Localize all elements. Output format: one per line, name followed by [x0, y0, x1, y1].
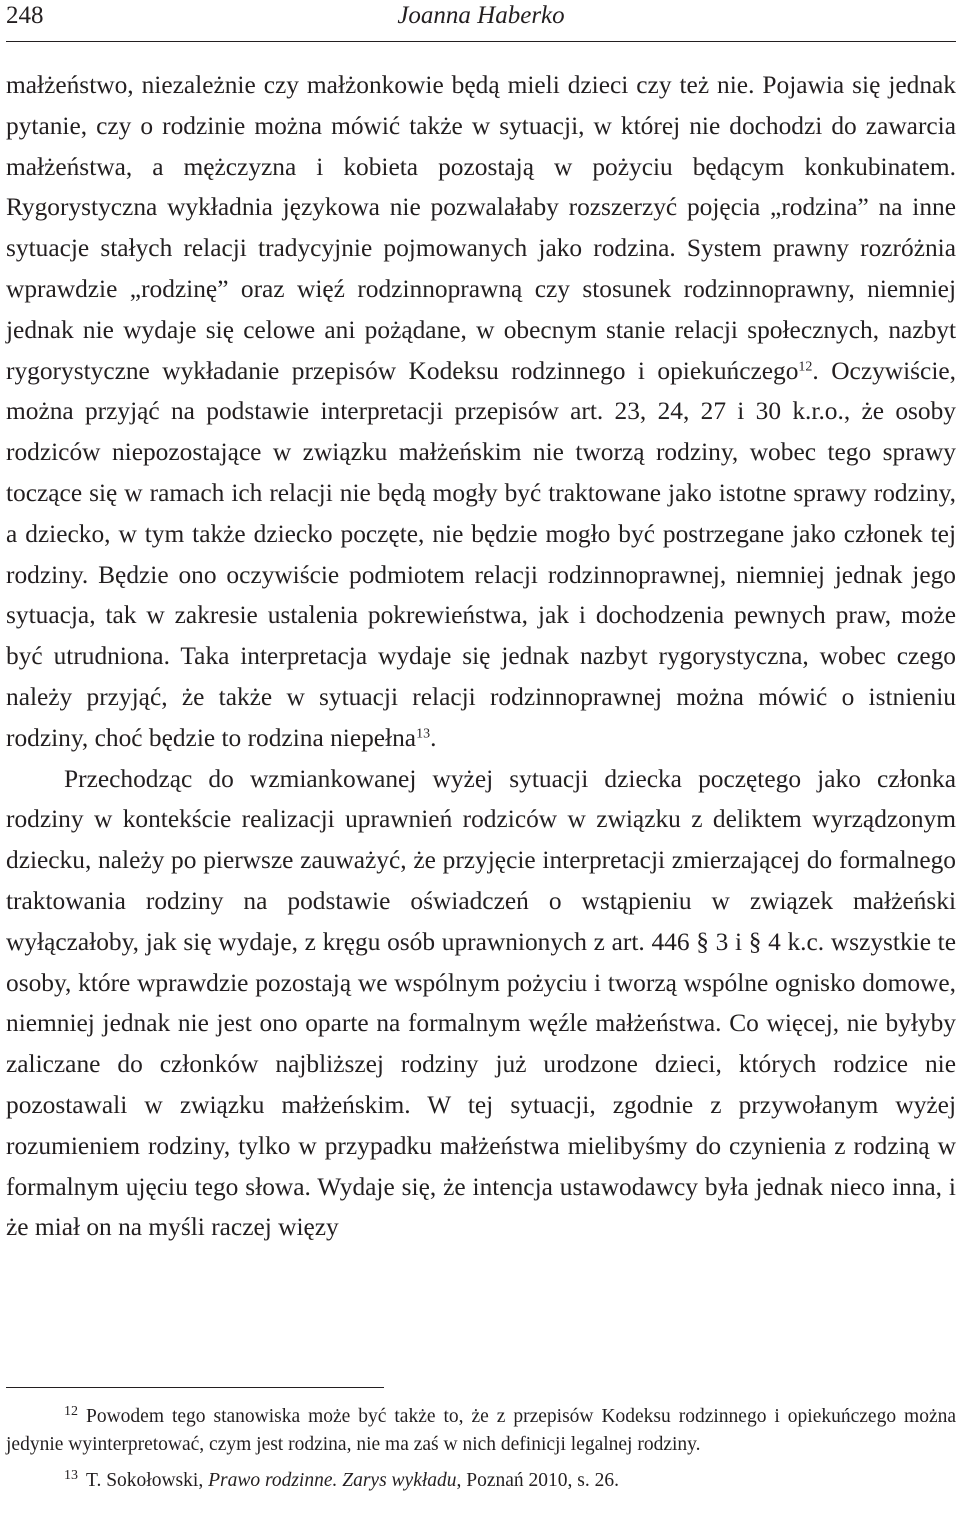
footnote-text: Powodem tego stanowiska może być także to, że z przepisów Kodeksu rodzinnego i opiekuńczego można jedynie wyinterpretować, czym jest rodzina, nie ma zaś w nich definicji legalnej rodziny. [6, 1406, 956, 1455]
footnotes [6, 1404, 956, 1496]
running-header [6, 0, 956, 42]
paragraph-2: Przechodząc do wzmiankowanej wyżej sytuacji dziecka poczętego jako członka rodziny w kontekście realizacji uprawnień rodziców w związku z deliktem wyrządzonym dziecku, należy po pierwsze zauważyć, że przyjęcie interpretacji zmierzającej do formalnego traktowania rodziny na podstawie oświadczeń o wstąpieniu w związek małżeński wyłączałoby, jak się wydaje, z kręgu osób uprawnionych z art. 446 § 3 i § 4 k.c. wszystkie te osoby, które wprawdzie pozostają we wspólnym pożyciu i tworzą wspólne ognisko domowe, niemniej jednak nie jest ono oparte na formalnym węźle małżeństwa. Co więcej, nie byłyby zaliczane do członków najbliższej rodziny już urodzone dzieci, których rodzice nie pozostawali w związku małżeńskim. W tej sytuacji, zgodnie z przywołanym wyżej rozumieniem rodziny, tylko w przypadku małżeństwa mielibyśmy do czynienia z rodziną w formalnym ujęciu tego słowa. Wydaje się, że intencja ustawodawcy była jednak nieco inna, i że miał on na myśli raczej więzy [6, 764, 956, 1242]
paragraph-1-part-3: . [430, 723, 437, 752]
footnote-citation-rest: , Poznań 2010, s. 26. [456, 1470, 620, 1491]
footnote-book-title: Prawo rodzinne. Zarys wykładu [208, 1470, 457, 1491]
running-head-author: Joanna Haberko [397, 2, 565, 29]
paragraph-1-part-2: . Oczywiście, można przyjąć na podstawie interpretacji przepisów art. 23, 24, 27 i 30 k.r.o., że osoby rodziców niepozostające w związku małżeńskim nie tworzą rodziny, wobec tego sprawy toczące się w ramach ich relacji nie będą mogły być traktowane jako istotne sprawy rodziny, a dziecko, w tym także dziecko poczęte, nie będzie mogło być postrzegane jako członek tej rodziny. Będzie ono oczywiście podmiotem relacji rodzinnoprawnej, niemniej jednak jego sytuacja, tak w zakresie ustalenia pokrewieństwa, jak i dochodzenia pewnych praw, może być utrudniona. Taka interpretacja wydaje się jednak nazbyt rygorystyczna, wobec czego należy przyjąć, że także w sytuacji relacji rodzinnoprawnej można mówić o istnieniu rodziny, choć będzie to rodzina niepełna [6, 356, 956, 752]
footnote-author: T. Sokołowski, [86, 1470, 209, 1491]
header-rule [6, 41, 956, 42]
footnote-number: 13 [64, 1468, 78, 1483]
footnote-12 [6, 1404, 956, 1458]
body-text [6, 65, 956, 1248]
page-number: 248 [6, 2, 44, 29]
footnote-separator [6, 1387, 384, 1388]
paragraph-1 [6, 65, 956, 759]
footnote-number: 12 [64, 1404, 78, 1419]
footnote-13 [6, 1468, 956, 1496]
paragraph-1-part-1: małżeństwo, niezależnie czy małżonkowie będą mieli dzieci czy też nie. Pojawia się jednak pytanie, czy o rodzinie można mówić także w sytuacji, w której nie dochodzi do zawarcia małżeństwa, a mężczyzna i kobieta pozostają w pożyciu będącym konkubinatem. Rygorystyczna wykładnia językowa nie pozwalałaby rozszerzyć pojęcia „rodzina” na inne sytuacje stałych relacji tradycyjnie pojmowanych jako rodzina. System prawny rozróżnia wprawdzie „rodzinę” oraz więź rodzinnoprawną czy stosunek rodzinnoprawny, niemniej jednak nie wydaje się celowe ani pożądane, w obecnym stanie relacji społecznych, nazbyt rygorystyczne wykładanie przepisów Kodeksu rodzinnego i opiekuńczego [6, 71, 956, 385]
footnote-ref-12[interactable]: 12 [798, 358, 813, 374]
footnote-ref-13[interactable]: 13 [416, 726, 431, 742]
